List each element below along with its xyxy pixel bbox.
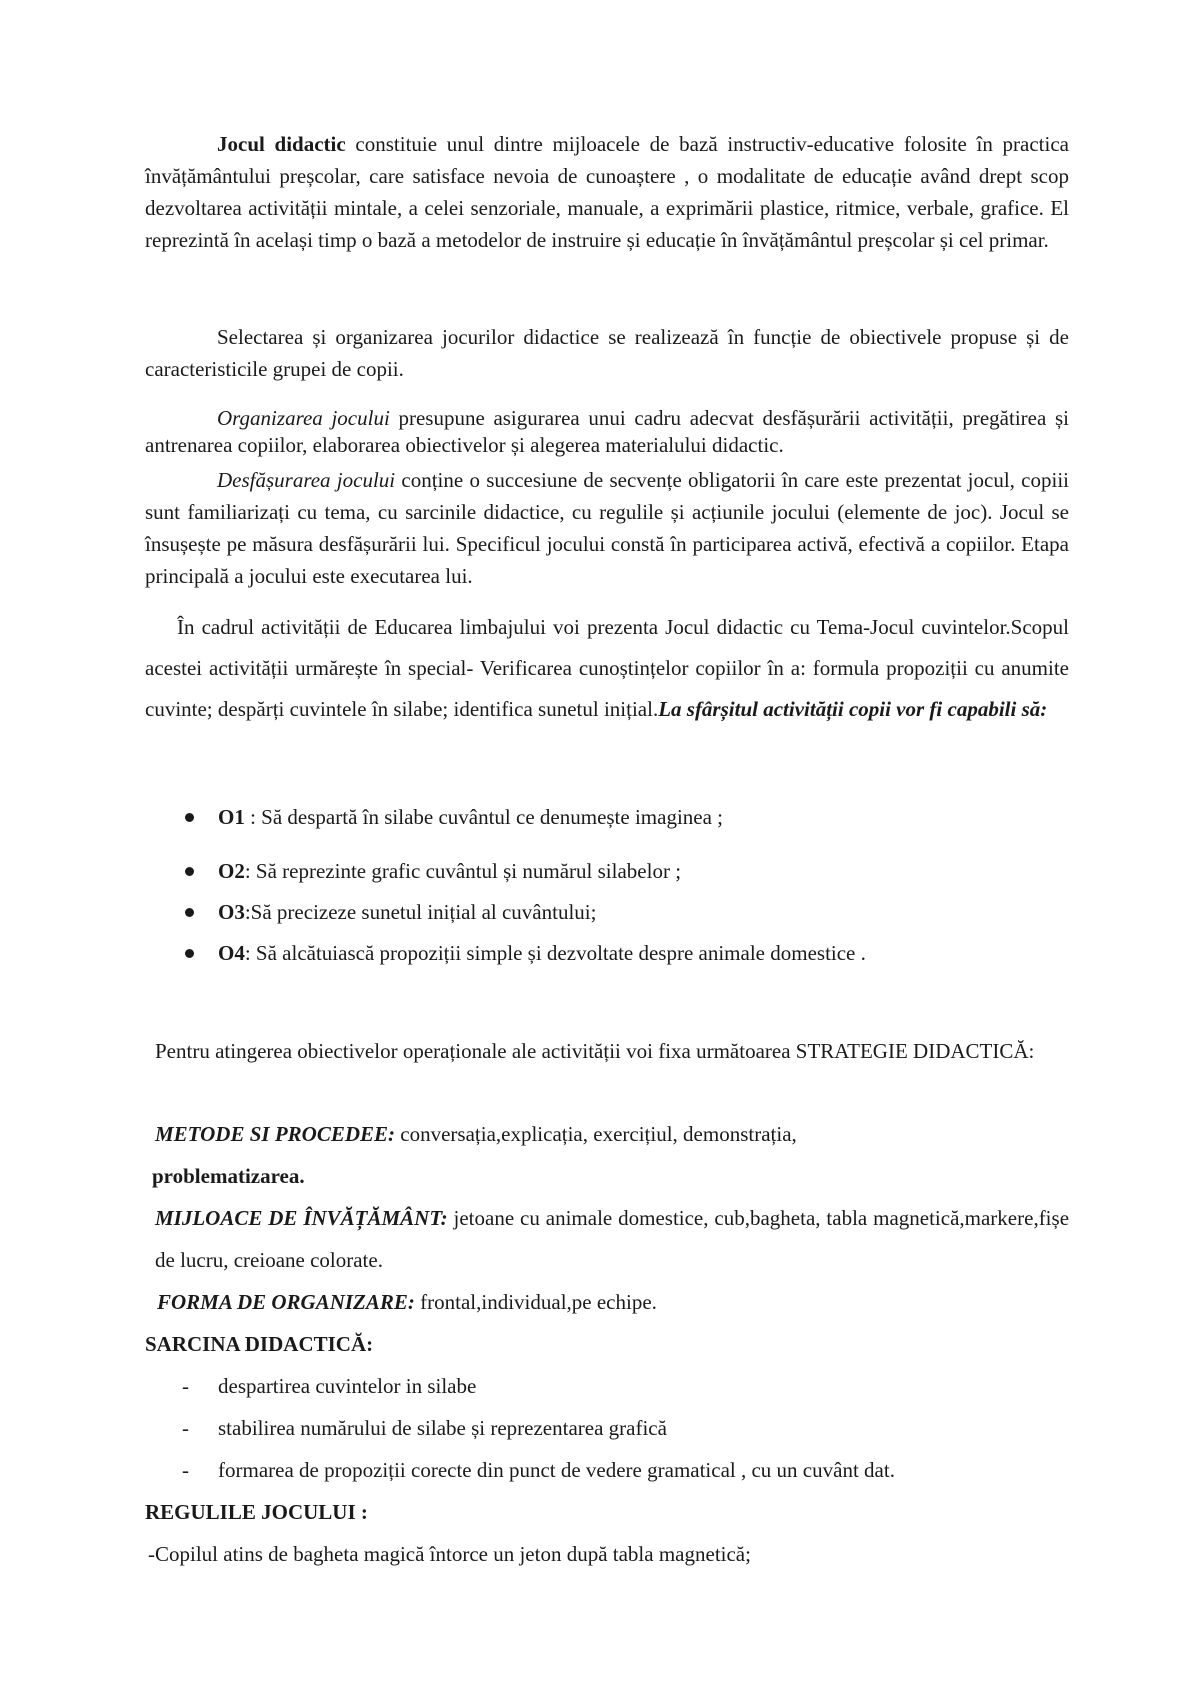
objectives-list bbox=[185, 801, 1065, 969]
bullet-icon bbox=[185, 908, 194, 917]
task-item: - stabilirea numărului de silabe și reprezentarea grafică bbox=[182, 1416, 667, 1440]
tasks-list bbox=[182, 1365, 1062, 1491]
objectives-intro: La sfârșitul activității copii vor fi capabili să: bbox=[658, 697, 1048, 721]
bullet-icon bbox=[185, 867, 194, 876]
term-jocul-didactic: Jocul didactic bbox=[217, 132, 346, 156]
paragraph-didactic-game: Jocul didactic constituie unul dintre mijloacele de bază instructiv-educative folosite în practica învățământului preșcolar, care satisface nevoia de cunoaștere , o modalitate de educație având drept scop dezvoltarea activității mintale, a celei senzoriale, manuale, a exprimării plastice, ritmice, verbale, grafice. El reprezintă în același timp o bază a metodelor de instruire și educație în învățământul preșcolar și cel primar. bbox=[145, 132, 1069, 252]
methods-last: problematizarea. bbox=[152, 1164, 305, 1188]
objective-item: O1 : Să despartă în silabe cuvântul ce denumește imaginea ; bbox=[185, 801, 1065, 833]
paragraph-organization: Organizarea jocului presupune asigurarea unui cadru adecvat desfășurării activității, pregătirea și antrenarea copiilor, elaborarea obiectivelor și alegerea materialului didactic. bbox=[145, 406, 1069, 457]
paragraph-selection: Selectarea și organizarea jocurilor didactice se realizează în funcție de obiectivele propuse și de caracteristicile grupei de copii. bbox=[145, 325, 1069, 381]
task-heading: SARCINA DIDACTICĂ: bbox=[145, 1332, 374, 1356]
task-item: - formarea de propoziții corecte din punct de vedere gramatical , cu un cuvânt dat. bbox=[182, 1458, 895, 1482]
term-organizarea-jocului: Organizarea jocului bbox=[217, 406, 390, 430]
objective-item: O2: Să reprezinte grafic cuvântul și numărul silabelor ; bbox=[185, 855, 1065, 887]
strategy-intro: Pentru atingerea obiectivelor operaționale ale activității voi fixa următoarea STRATEGIE DIDACTICĂ: bbox=[155, 1039, 1035, 1063]
form-line: FORMA DE ORGANIZARE: frontal,individual,pe echipe. bbox=[157, 1290, 657, 1314]
means-paragraph: MIJLOACE DE ÎNVĂȚĂMÂNT: jetoane cu animale domestice, cub,bagheta, tabla magnetică,markere,fișe de lucru, creioane colorate. bbox=[155, 1206, 1070, 1272]
methods-line: METODE SI PROCEDEE: conversația,explicația, exercițiul, demonstrația, bbox=[155, 1122, 797, 1146]
term-desfasurarea-jocului: Desfășurarea jocului bbox=[217, 468, 396, 492]
objective-item: O4: Să alcătuiască propoziții simple și dezvoltate despre animale domestice . bbox=[185, 937, 1065, 969]
task-item: - despartirea cuvintelor in silabe bbox=[182, 1374, 477, 1398]
rules-heading: REGULILE JOCULUI : bbox=[145, 1500, 368, 1524]
objective-item: O3:Să precizeze sunetul inițial al cuvântului; bbox=[185, 896, 1065, 928]
bullet-icon bbox=[185, 949, 194, 958]
bullet-icon bbox=[185, 813, 194, 822]
paragraph-execution: Desfășurarea jocului conține o succesiune de secvențe obligatorii în care este prezentat jocul, copiii sunt familiarizați cu tema, cu sarcinile didactice, cu regulile și acțiunile jocului (elemente de joc). Jocul se însușește pe măsura desfășurării lui. Specificul jocului constă în participarea activă, efectivă a copiilor. Etapa principală a jocului este executarea lui. bbox=[145, 468, 1069, 588]
paragraph-activity: În cadrul activității de Educarea limbajului voi prezenta Jocul didactic cu Tema-Jocul cuvintelor.Scopul acestei activității urmărește în special- Verificarea cunoștințelor copiilor în a: formula propoziții cu anumite cuvinte; despărți cuvintele în silabe; identifica sunetul inițial.La sfârșitul activității copii vor fi capabili să: bbox=[145, 615, 1069, 721]
rule-item: -Copilul atins de bagheta magică întorce un jeton după tabla magnetică; bbox=[148, 1542, 751, 1566]
